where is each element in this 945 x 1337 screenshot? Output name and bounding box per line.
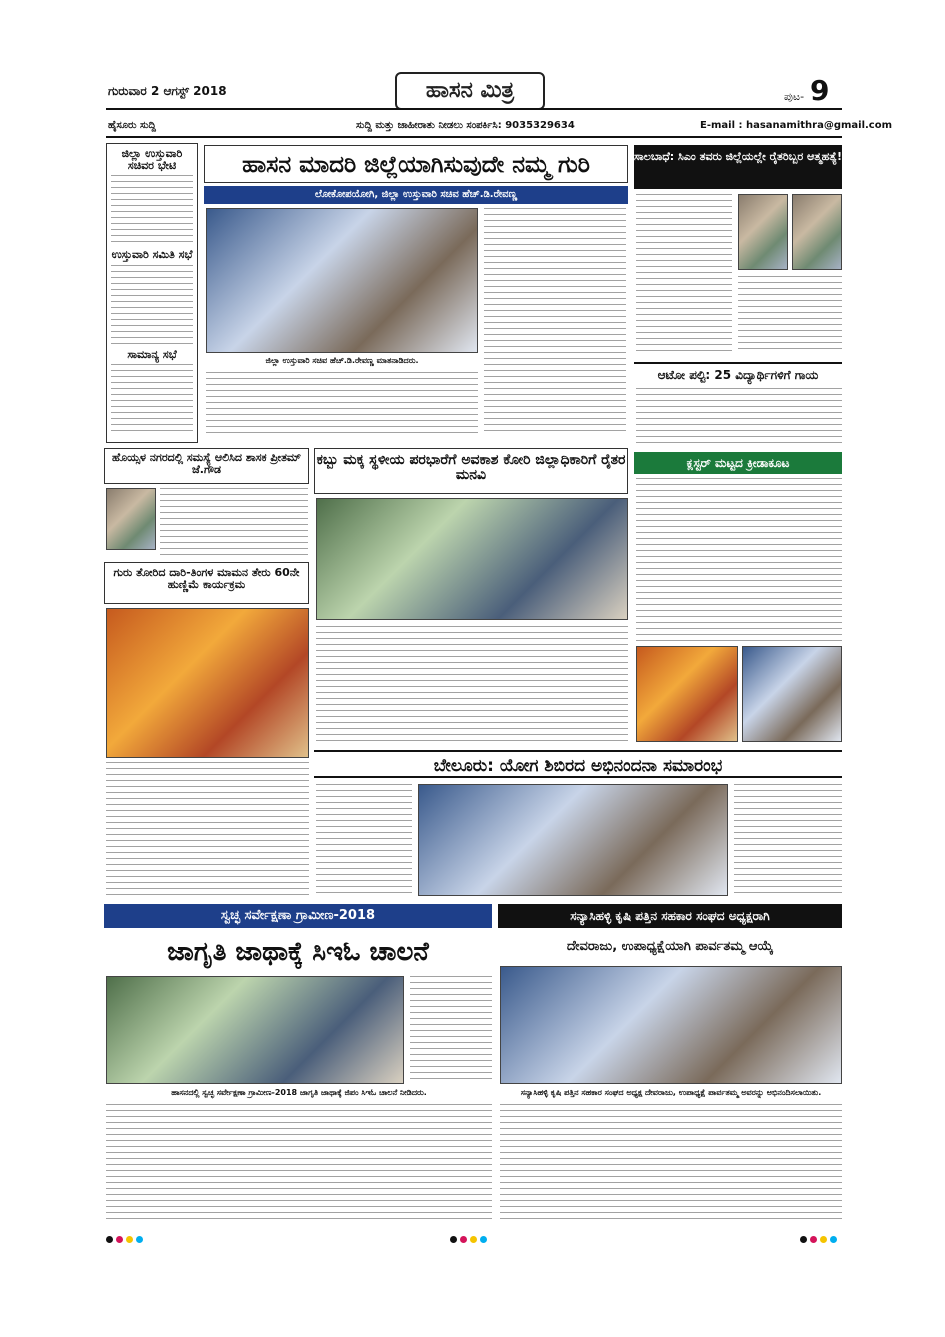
lead-photo <box>206 208 478 353</box>
guru-photo <box>106 608 309 758</box>
header-rule-top <box>106 108 842 110</box>
guru-text <box>106 762 309 896</box>
jagruti-photo <box>106 976 404 1084</box>
sidebar-text-1 <box>111 175 193 245</box>
cluster-text <box>636 478 842 642</box>
yoga-photo <box>418 784 728 896</box>
page-label: ಪುಟ- <box>784 90 805 103</box>
farmer-photo-1 <box>738 194 788 270</box>
jagruti-text <box>106 1104 492 1222</box>
cluster-sports-bar: ಕ್ಲಸ್ಟರ್ ಮಟ್ಟದ ಕ್ರೀಡಾಕೂಟ <box>634 452 842 474</box>
mla-portrait <box>106 488 156 550</box>
cane-photo <box>316 498 628 620</box>
jagruti-headline: ಜಾಗೃತಿ ಜಾಥಾಕ್ಕೆ ಸಿಇಓ ಚಾಲನೆ <box>167 937 429 967</box>
lead-text-right <box>484 208 626 436</box>
page-number: 9 <box>810 74 830 107</box>
issue-date: ಗುರುವಾರ 2 ಆಗಸ್ಟ್ 2018 <box>108 84 227 98</box>
sidebar-text-3 <box>111 364 193 434</box>
lead-headline: ಹಾಸನ ಮಾದರಿ ಜಿಲ್ಲೆಯಾಗಿಸುವುದೇ ನಮ್ಮ ಗುರಿ <box>204 145 628 183</box>
sidebar-heading-1: ಜಿಲ್ಲಾ ಉಸ್ತುವಾರಿ ಸಚಿವರ ಭೇಟಿ <box>121 147 183 172</box>
jagruti-text-right <box>410 976 492 1084</box>
header-rule-bottom <box>106 136 842 138</box>
email-line: E-mail : hasanamithra@gmail.com <box>700 120 893 131</box>
auto-accident-headline: ಆಟೋ ಪಲ್ಟಿ: 25 ವಿದ್ಯಾರ್ಥಿಗಳಿಗೆ ಗಾಯ <box>634 362 842 384</box>
hoysala-headline: ಹೊಯ್ಸಳ ನಗರದಲ್ಲಿ ಸಮಸ್ಯೆ ಆಲಿಸಿದ ಶಾಸಕ ಪ್ರೀತಮ್ ಜೆ.ಗೌಡ <box>104 448 309 484</box>
lead-caption: ಜಿಲ್ಲಾ ಉಸ್ತುವಾರಿ ಸಚಿವ ಹೆಚ್.ಡಿ.ರೇವಣ್ಣ ಮಾತನಾಡಿದರು. <box>265 356 419 365</box>
suicide-text-2 <box>738 276 842 352</box>
hoysala-text <box>160 488 308 558</box>
swachh-bar: ಸ್ವಚ್ಛ ಸರ್ವೇಕ್ಷಣಾ ಗ್ರಾಮೀಣ-2018 <box>104 904 492 928</box>
yoga-headline: ಬೇಲೂರು: ಯೋಗ ಶಿಬಿರದ ಅಭಿನಂದನಾ ಸಮಾರಂಭ <box>314 750 842 778</box>
coop-headline-bar: ಸನ್ಯಾಸಿಹಳ್ಳಿ ಕೃಷಿ ಪತ್ತಿನ ಸಹಕಾರ ಸಂಘದ ಅಧ್ಯಕ್ಷರಾಗಿ <box>498 904 842 928</box>
yoga-text-right <box>734 784 842 896</box>
coop-photo <box>500 966 842 1084</box>
sidebar-box <box>106 143 198 443</box>
coop-headline-2: ದೇವರಾಜು, ಉಪಾಧ್ಯಕ್ಷೆಯಾಗಿ ಪಾರ್ವತಮ್ಮ ಆಯ್ಕೆ <box>566 939 774 954</box>
suicide-headline-bar: ಸಾಲಬಾಧೆ: ಸಿಎಂ ತವರು ಜಿಲ್ಲೆಯಲ್ಲೇ ರೈತರಿಬ್ಬರ ಆತ್ಮಹತ್ಯೆ! <box>634 145 842 189</box>
contact-line: ಸುದ್ದಿ ಮತ್ತು ಜಾಹೀರಾತು ನೀಡಲು ಸಂಪರ್ಕಿಸಿ: 9035329634 <box>356 120 575 131</box>
masthead-title: ಹಾಸನ ಮಿತ್ರ <box>395 72 545 110</box>
yoga-text-left <box>316 784 412 896</box>
coop-caption: ಸನ್ಯಾಸಿಹಳ್ಳಿ ಕೃಷಿ ಪತ್ತಿನ ಸಹಕಾರ ಸಂಘದ ಅಧ್ಯಕ್ಷ ದೇವರಾಜು, ಉಪಾಧ್ಯಕ್ಷೆ ಪಾರ್ವತಮ್ಮ ಅವರನ್ನು ಅಭಿನಂದಿಸಲಾಯಿತು. <box>520 1088 822 1097</box>
sidebar-heading-3: ಸಾಮಾನ್ಯ ಸಭೆ <box>127 347 177 361</box>
footer-color-dots-center <box>450 1228 490 1247</box>
footer-color-dots-right <box>800 1228 840 1247</box>
footer-color-dots-left <box>106 1228 146 1247</box>
cane-headline: ಕಬ್ಬು ಮಕ್ಕ ಸ್ಥಳೀಯ ಪರಭಾರೆಗೆ ಅವಕಾಶ ಕೋರಿ ಜಿಲ್ಲಾಧಿಕಾರಿಗೆ ರೈತರ ಮನವಿ <box>314 448 628 494</box>
suicide-text <box>636 194 732 354</box>
sidebar-text-2 <box>111 265 193 345</box>
cane-text <box>316 626 628 746</box>
guru-headline: ಗುರು ತೋರಿದ ದಾರಿ-ತಿಂಗಳ ಮಾಮನ ತೇರು 60ನೇ ಹುಣ್ಣಿಮೆ ಕಾರ್ಯಕ್ರಮ <box>104 562 309 604</box>
cluster-photo-1 <box>636 646 738 742</box>
section-subtitle: ಹೈಸೂರು ಸುದ್ದಿ <box>108 120 156 131</box>
auto-accident-text <box>636 388 842 444</box>
jagruti-caption: ಹಾಸನದಲ್ಲಿ ಸ್ವಚ್ಛ ಸರ್ವೇಕ್ಷಣಾ ಗ್ರಾಮೀಣ-2018 ಜಾಗೃತಿ ಜಾಥಾಕ್ಕೆ ಜಿಪಂ ಸಿಇಓ ಚಾಲನೆ ನೀಡಿದರು. <box>171 1088 427 1097</box>
coop-text <box>500 1104 842 1222</box>
lead-text-bottom <box>206 372 478 438</box>
sidebar-heading-2: ಉಸ್ತುವಾರಿ ಸಮಿತಿ ಸಭೆ <box>111 248 193 262</box>
lead-subhead-bar: ಲೋಕೋಪಯೋಗಿ, ಜಿಲ್ಲಾ ಉಸ್ತುವಾರಿ ಸಚಿವ ಹೆಚ್.ಡಿ.ರೇವಣ್ಣ <box>204 186 628 204</box>
cluster-photo-2 <box>742 646 842 742</box>
farmer-photo-2 <box>792 194 842 270</box>
